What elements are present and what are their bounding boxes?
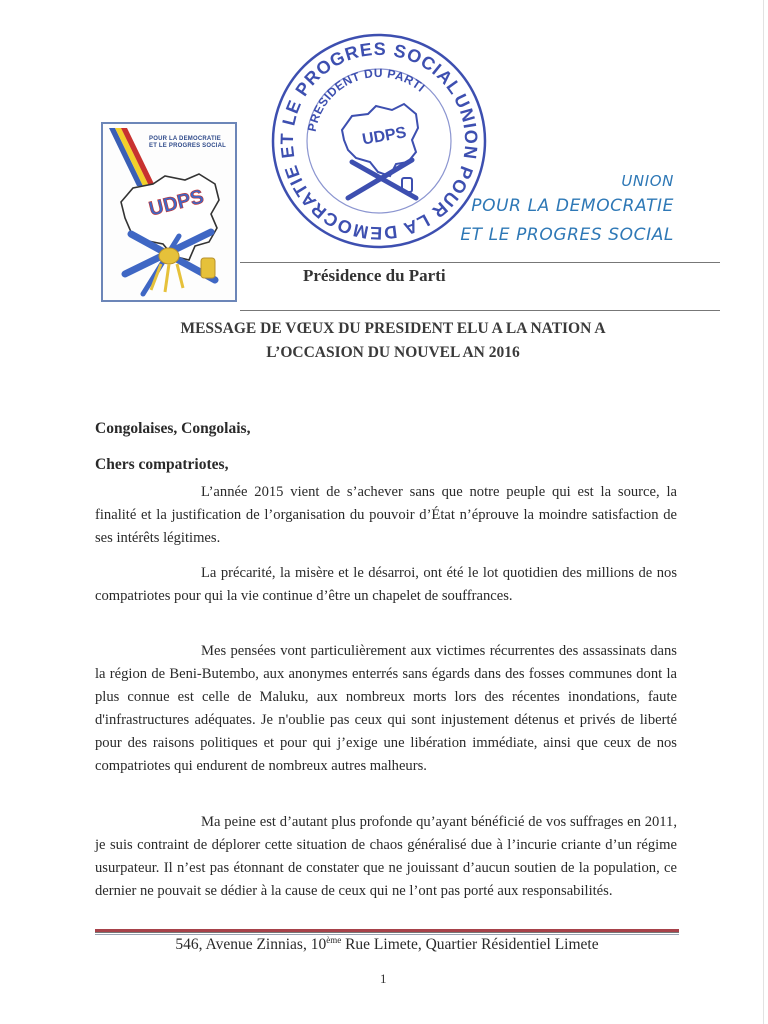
footer-address — [95, 935, 679, 954]
party-seal-stamp-icon — [268, 30, 490, 252]
body-paragraph-1: L’année 2015 vient de s’achever sans que notre peuple qui est la source, la finalité et la justification de l’organisation du pouvoir d’État n’éprouve la moindre satisfaction de ses intérêts légitimes. — [95, 484, 677, 546]
address-part-1: 546, Avenue Zinnias, 10 — [175, 936, 327, 953]
presidence-label: Présidence du Parti — [303, 266, 446, 285]
udps-party-logo-icon — [101, 122, 237, 302]
stamp-outer-text: UNION POUR LA DEMOCRATIE ET LE PROGRES SOCIAL — [276, 38, 482, 244]
logo-text-line1: POUR LA DEMOCRATIE — [149, 136, 221, 142]
org-name-line3: ET LE PROGRES SOCIAL — [460, 225, 674, 245]
logo-udps-mark: UDPS — [146, 185, 207, 221]
stamp-inner-text: PRESIDENT DU PARTI — [304, 65, 428, 133]
stamp-udps-mark: UDPS — [361, 124, 408, 149]
message-title-line1: MESSAGE DE VŒUX DU PRESIDENT ELU A LA NATION A — [180, 320, 606, 337]
header-divider-top — [240, 262, 720, 263]
org-name-line2: POUR LA DEMOCRATIE — [471, 196, 674, 216]
body-paragraph-3: Mes pensées vont particulièrement aux victimes récurrentes des assassinats dans la région de Beni-Butembo, aux anonymes enterrés sans égards dans des fosses communes dont la plus connue est celle de Maluku, aux nombreux morts lors des récentes inondations, faute d'infrastructures adéquates. Je n'oublie pas ceux qui sont injustement détenus et privés de liberté pour des raisons politiques et pour qui j’exige une libération immédiate, ainsi que ceux de nos compatriotes qui endurent de nombreux autres malheurs. — [95, 643, 677, 774]
body-paragraph-4: Ma peine est d’autant plus profonde qu’ayant bénéficié de vos suffrages en 2011, je suis contraint de déplorer cette situation de chaos généralisé due à l’incurie criante d’un régime usurpateur. Il n’est pas étonnant de constater que ne jouissant d’aucun soutien de la population, ce dernier ne pouvait se dédier à la cause de ceux qui ne l’ont pas porté aux responsabilités. — [95, 814, 677, 899]
salutation-line1: Congolaises, Congolais, — [95, 420, 251, 437]
body-paragraph-2: La précarité, la misère et le désarroi, ont été le lot quotidien des millions de nos compatriotes pour qui la vie continue d’être un chapelet de souffrances. — [95, 565, 677, 604]
header-divider-bottom — [240, 310, 720, 311]
footer-rule — [95, 929, 679, 933]
org-name-line1: UNION — [621, 172, 674, 190]
address-part-2: Rue Limete, Quartier Résidentiel Limete — [341, 936, 599, 953]
address-superscript: ème — [326, 935, 342, 945]
message-title-line2: L’OCCASION DU NOUVEL AN 2016 — [266, 344, 520, 361]
page-edge — [763, 0, 764, 1024]
page-number: 1 — [380, 971, 387, 986]
salutation-line2: Chers compatriotes, — [95, 456, 229, 473]
logo-text-line2: ET LE PROGRES SOCIAL — [149, 143, 227, 149]
